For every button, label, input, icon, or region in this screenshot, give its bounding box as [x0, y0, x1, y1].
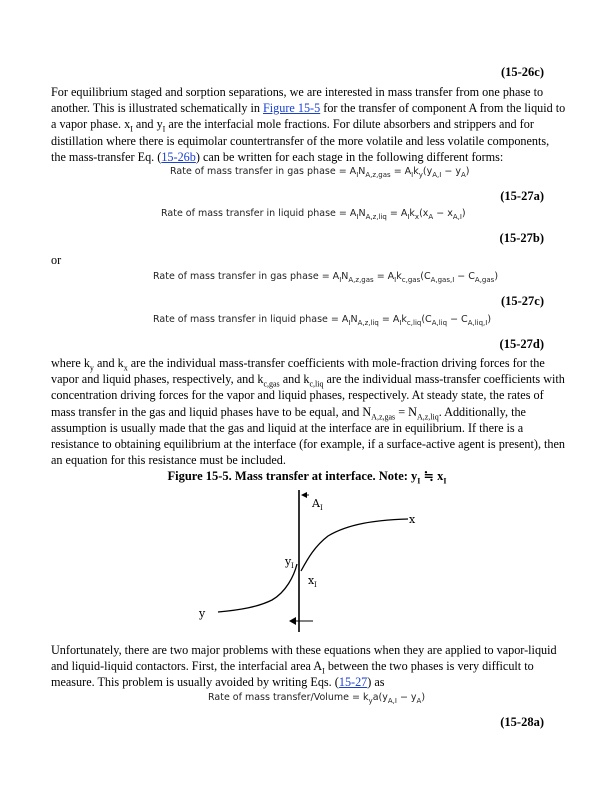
figure-caption: Figure 15-5. Mass transfer at interface. Note: $y_I$ ≒ $x_I$ — [167, 469, 447, 486]
paragraph-intro: For equilibrium staged and sorption separations, we are interested in mass transfer from one phase to another. This is illustrated schematically in Figure 15-5 for the transfer of component A from the liquid to a vapor phase. $x_I$ and $y_I$ are the interfacial mole fractions. For dilute absorbers and strippers and for distillation where there is equimolar countertransfer of the more volatile and less volatile components, the mass-transfer Eq. (15-26b) can be written for each stage in the following different forms: — [51, 85, 566, 164]
equation-15-27b: Rate of mass transfer in liquid phase = $A_IN_{A,z,liq} = A_Ik_x(x_A - x_{A,I})$ — [161, 208, 466, 221]
paragraph-problems: Unfortunately, there are two major problems with these equations when they are applied to vapor-liquid and liquid-liquid contactors. First, the interfacial area $A_I$ between the two phases is very difficult to measure. This problem is usually avoided by writing Eqs. (15-27) as — [51, 643, 557, 690]
equation-number: (15-27a) — [500, 189, 544, 203]
equation-number: (15-27c) — [500, 294, 544, 308]
or-text: or — [51, 253, 62, 267]
interface-diagram — [190, 486, 430, 636]
gas-curve — [218, 564, 297, 612]
label-xI-sub: I — [314, 581, 317, 589]
label-area-A: A — [312, 497, 320, 510]
equation-link[interactable]: 15-26b — [161, 149, 196, 164]
label-yI: y — [285, 555, 292, 568]
equation-15-28a: Rate of mass transfer/Volume = $k_ya(y_{A,I} - y_A)$ — [208, 692, 426, 705]
equation-15-27d: Rate of mass transfer in liquid phase = $A_IN_{A,z,liq} = A_Ik_{c,liq}(C_{A,liq} - C_{A,liq,I})$ — [153, 314, 492, 327]
equation-15-27a: Rate of mass transfer in gas phase = $A_IN_{A,z,gas} = A_Ik_y(y_{A,I} - y_A)$ — [170, 166, 470, 179]
liquid-curve — [301, 519, 408, 571]
label-yI-sub: I — [291, 562, 294, 570]
equation-number: (15-28a) — [500, 715, 544, 729]
figure-link[interactable]: Figure 15-5 — [263, 101, 321, 116]
transfer-arrowhead — [289, 617, 296, 625]
equation-link[interactable]: 15-27 — [338, 675, 368, 690]
label-area-sub: I — [320, 504, 323, 512]
equation-number: (15-26c) — [500, 65, 544, 79]
paragraph-coefficients: where $k_y$ and $k_x$ are the individual mass-transfer coefficients with mole-fraction driving forces for the vapor and liquid phases, respectively, and $k_{c,gas}$ and $k_{c,liq}$ are the individual mass-transfer coefficients with concentration driving forces for the vapor and liquid phases, respectively. At steady state, the rates of mass transfer in the gas and liquid phases have to be equal, and $N_{A,z,gas} = N_{A,z,liq}$. Additionally, the assumption is usually made that the gas and liquid at the interface are in equilibrium. If there is a resistance to obtaining equilibrium at the interface (for example, if a surface-active agent is present), then an equation for this resistance must be included. — [51, 356, 566, 468]
label-y: y — [199, 607, 206, 620]
label-xI: x — [308, 574, 315, 587]
equation-15-27c: Rate of mass transfer in gas phase = $A_IN_{A,z,gas} = A_Ik_{c,gas}(C_{A,gas,I} - C_{A,gas})$ — [153, 271, 499, 284]
equation-number: (15-27b) — [499, 231, 544, 245]
equation-number: (15-27d) — [499, 337, 544, 351]
label-x: x — [409, 513, 416, 526]
area-arrowhead — [301, 492, 307, 498]
